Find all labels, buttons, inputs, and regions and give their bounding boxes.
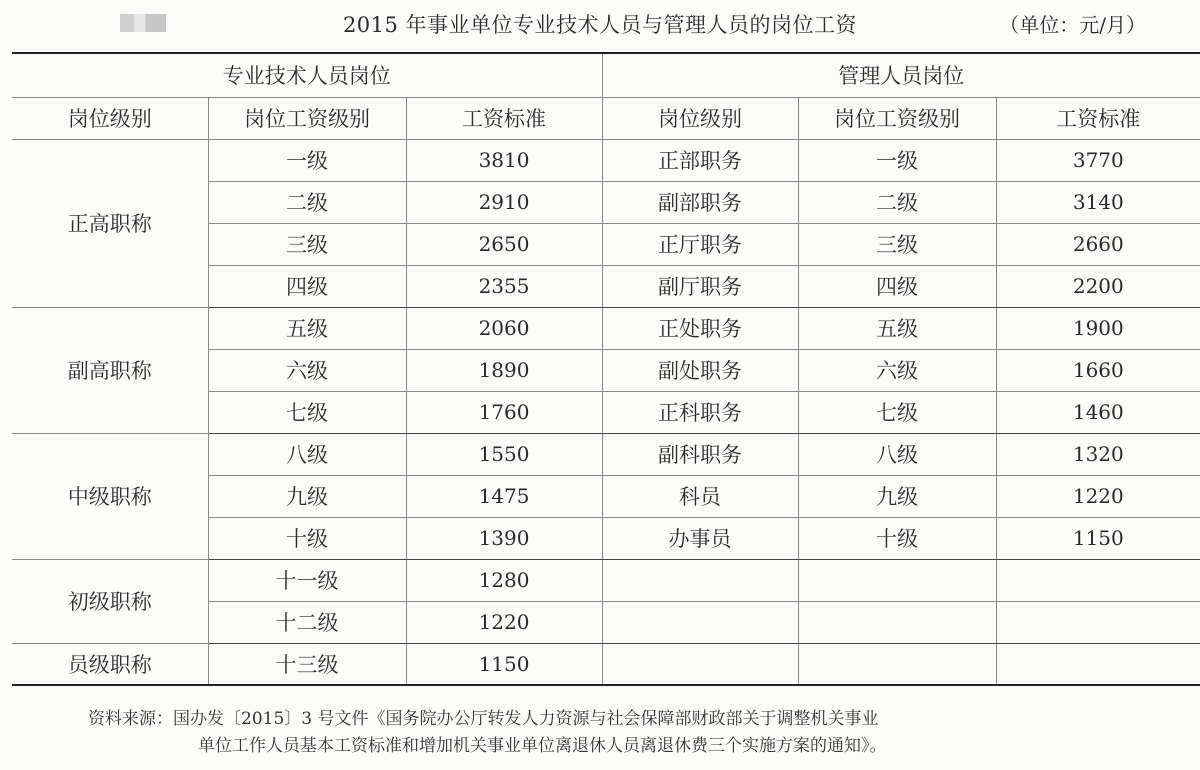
position-cell: 副厅职务 (602, 265, 798, 307)
grade-cell: 二级 (798, 181, 996, 223)
salary-cell: 3810 (406, 139, 602, 181)
column-header: 岗位级别 (12, 97, 208, 139)
salary-cell: 1150 (996, 517, 1200, 559)
column-header: 工资标准 (406, 97, 602, 139)
grade-cell: 九级 (798, 475, 996, 517)
table-row (12, 139, 1200, 181)
salary-cell: 1320 (996, 433, 1200, 475)
category-cell: 副高职称 (12, 307, 208, 433)
empty-cell (996, 559, 1200, 601)
grade-cell: 八级 (208, 433, 406, 475)
source-line-1: 资料来源：国办发〔2015〕3 号文件《国务院办公厅转发人力资源与社会保障部财政部关于调整机关事业 (88, 709, 879, 729)
position-cell: 办事员 (602, 517, 798, 559)
grade-cell: 十二级 (208, 601, 406, 643)
empty-cell (996, 643, 1200, 685)
position-cell: 正科职务 (602, 391, 798, 433)
grade-cell: 一级 (798, 139, 996, 181)
grade-cell: 三级 (208, 223, 406, 265)
salary-cell: 2660 (996, 223, 1200, 265)
salary-cell: 1220 (996, 475, 1200, 517)
category-cell: 正高职称 (12, 139, 208, 307)
position-cell: 正处职务 (602, 307, 798, 349)
grade-cell: 一级 (208, 139, 406, 181)
category-cell: 初级职称 (12, 559, 208, 643)
column-header: 岗位工资级别 (208, 97, 406, 139)
grade-cell: 十三级 (208, 643, 406, 685)
empty-cell (602, 643, 798, 685)
salary-cell: 3140 (996, 181, 1200, 223)
grade-cell: 六级 (208, 349, 406, 391)
position-cell: 副部职务 (602, 181, 798, 223)
grade-cell: 四级 (208, 265, 406, 307)
group-header-management: 管理人员岗位 (602, 53, 1200, 97)
grade-cell: 五级 (798, 307, 996, 349)
salary-cell: 1760 (406, 391, 602, 433)
salary-cell: 1220 (406, 601, 602, 643)
empty-cell (798, 601, 996, 643)
salary-cell: 2200 (996, 265, 1200, 307)
grade-cell: 二级 (208, 181, 406, 223)
salary-cell: 1390 (406, 517, 602, 559)
column-header: 岗位工资级别 (798, 97, 996, 139)
category-cell: 员级职称 (12, 643, 208, 685)
empty-cell (602, 559, 798, 601)
source-note (88, 706, 1168, 760)
grade-cell: 八级 (798, 433, 996, 475)
salary-cell: 2650 (406, 223, 602, 265)
position-cell: 科员 (602, 475, 798, 517)
group-header-professional: 专业技术人员岗位 (12, 53, 602, 97)
grade-cell: 十一级 (208, 559, 406, 601)
position-cell: 副处职务 (602, 349, 798, 391)
salary-cell: 1280 (406, 559, 602, 601)
grade-cell: 七级 (798, 391, 996, 433)
table-title: 2015 年事业单位专业技术人员与管理人员的岗位工资 (342, 13, 858, 37)
table-row (12, 433, 1200, 475)
column-header: 岗位级别 (602, 97, 798, 139)
salary-cell: 1475 (406, 475, 602, 517)
grade-cell: 十级 (208, 517, 406, 559)
position-cell: 正厅职务 (602, 223, 798, 265)
position-cell: 副科职务 (602, 433, 798, 475)
salary-cell: 1900 (996, 307, 1200, 349)
grade-cell: 七级 (208, 391, 406, 433)
category-cell: 中级职称 (12, 433, 208, 559)
salary-table (12, 52, 1200, 686)
position-cell: 正部职务 (602, 139, 798, 181)
grade-cell: 三级 (798, 223, 996, 265)
salary-cell: 1460 (996, 391, 1200, 433)
empty-cell (798, 559, 996, 601)
empty-cell (602, 601, 798, 643)
source-line-2: 单位工作人员基本工资标准和增加机关事业单位离退休人员离退休费三个实施方案的通知》。 (198, 736, 887, 756)
unit-label: （单位：元/月） (999, 13, 1146, 37)
table-row (12, 643, 1200, 685)
salary-cell: 2355 (406, 265, 602, 307)
salary-cell: 1660 (996, 349, 1200, 391)
grade-cell: 五级 (208, 307, 406, 349)
salary-cell: 2910 (406, 181, 602, 223)
table-row (12, 559, 1200, 601)
salary-cell: 1150 (406, 643, 602, 685)
grade-cell: 九级 (208, 475, 406, 517)
table-row (12, 307, 1200, 349)
grade-cell: 六级 (798, 349, 996, 391)
salary-cell: 3770 (996, 139, 1200, 181)
column-header: 工资标准 (996, 97, 1200, 139)
empty-cell (996, 601, 1200, 643)
grade-cell: 十级 (798, 517, 996, 559)
salary-cell: 2060 (406, 307, 602, 349)
grade-cell: 四级 (798, 265, 996, 307)
empty-cell (798, 643, 996, 685)
salary-cell: 1550 (406, 433, 602, 475)
salary-cell: 1890 (406, 349, 602, 391)
